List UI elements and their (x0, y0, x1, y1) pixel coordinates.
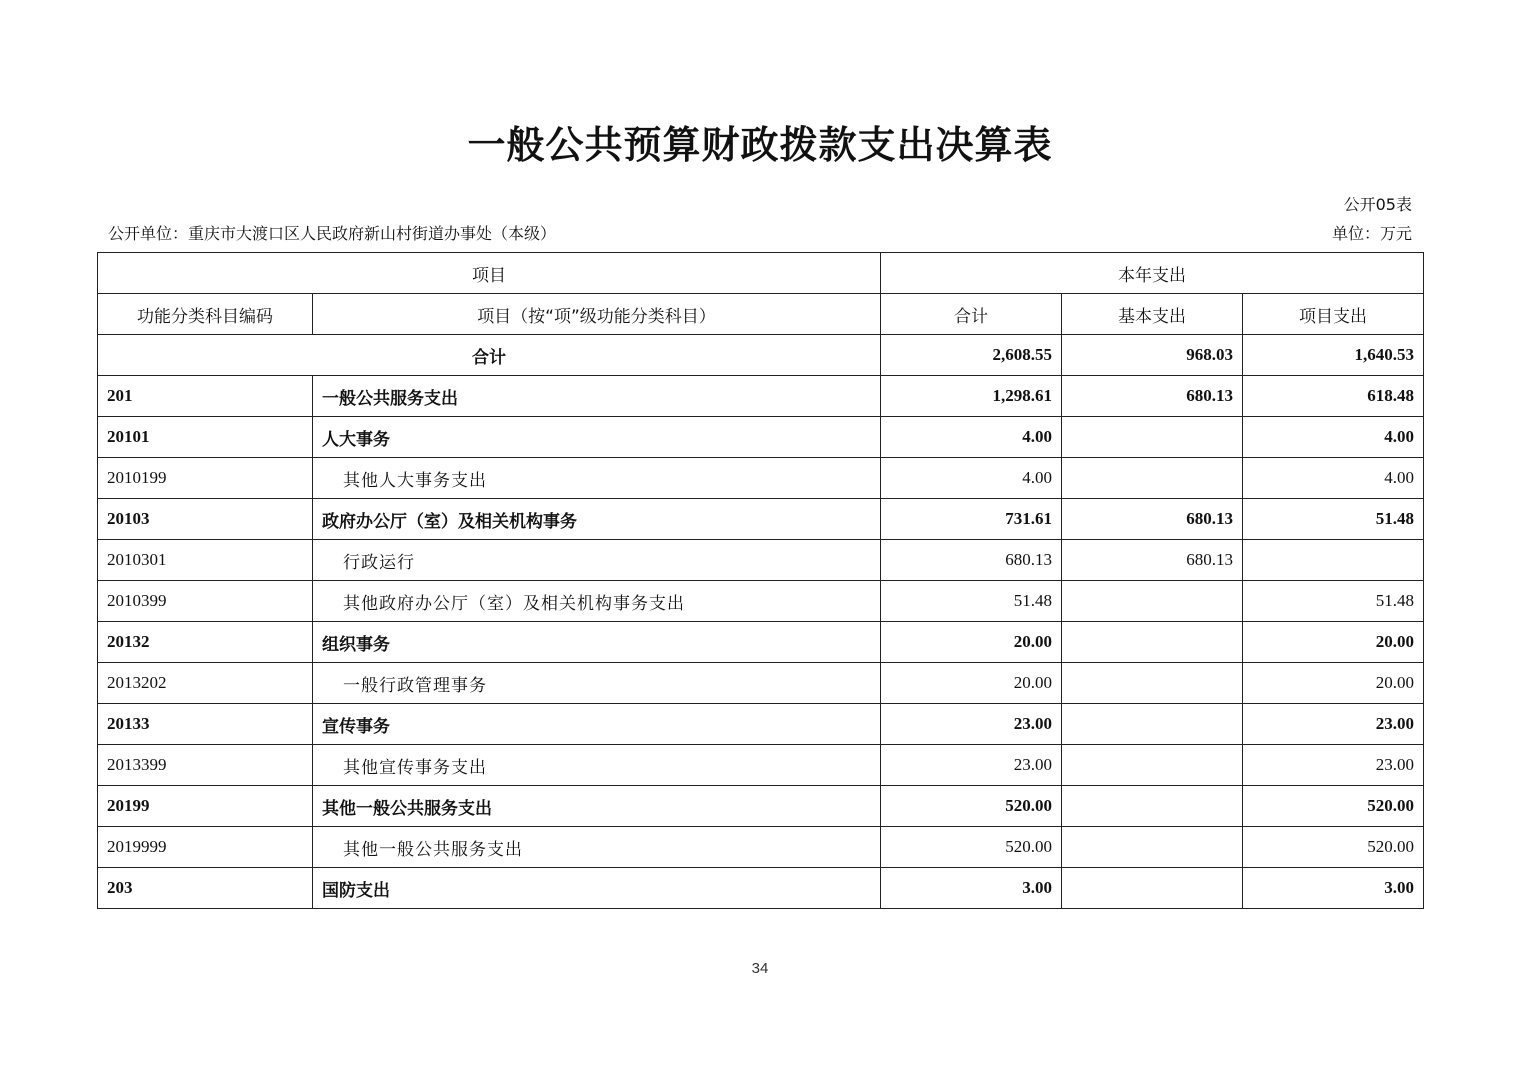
row-name: 一般公共服务支出 (313, 376, 881, 417)
row-name: 行政运行 (313, 540, 881, 581)
currency-unit: 单位：万元 (1331, 224, 1412, 243)
page-title: 一般公共预算财政拨款支出决算表 (467, 123, 1053, 167)
row-total: 20.00 (881, 622, 1062, 663)
reporting-unit: 公开单位：重庆市大渡口区人民政府新山村街道办事处（本级） (108, 224, 557, 243)
expenditure-table (97, 252, 1424, 909)
row-total: 520.00 (881, 827, 1062, 868)
row-name: 人大事务 (313, 417, 881, 458)
form-number: 公开05表 (1343, 195, 1412, 214)
header-row-1 (98, 253, 1424, 294)
row-project: 20.00 (1243, 622, 1424, 663)
row-total: 1,298.61 (881, 376, 1062, 417)
header-item: 项目（按“项”级功能分类科目） (313, 294, 881, 335)
row-basic (1062, 663, 1243, 704)
table-row (98, 581, 1424, 622)
table-row (98, 745, 1424, 786)
row-total: 731.61 (881, 499, 1062, 540)
row-basic (1062, 704, 1243, 745)
header-code: 功能分类科目编码 (98, 294, 313, 335)
row-total: 20.00 (881, 663, 1062, 704)
row-basic (1062, 458, 1243, 499)
row-total: 51.48 (881, 581, 1062, 622)
row-code: 203 (98, 868, 313, 909)
header-project: 项目 (98, 253, 881, 294)
page-number: 34 (751, 960, 769, 977)
row-code: 2019999 (98, 827, 313, 868)
row-project: 4.00 (1243, 458, 1424, 499)
table-row (98, 417, 1424, 458)
row-project: 3.00 (1243, 868, 1424, 909)
row-total: 520.00 (881, 786, 1062, 827)
row-name: 其他宣传事务支出 (313, 745, 881, 786)
row-name: 其他政府办公厅（室）及相关机构事务支出 (313, 581, 881, 622)
row-basic (1062, 581, 1243, 622)
row-code: 20133 (98, 704, 313, 745)
header-row-2 (98, 294, 1424, 335)
row-code: 2013399 (98, 745, 313, 786)
row-basic: 680.13 (1062, 376, 1243, 417)
row-basic (1062, 417, 1243, 458)
header-total: 合计 (881, 294, 1062, 335)
row-code: 2013202 (98, 663, 313, 704)
row-code: 2010301 (98, 540, 313, 581)
row-project: 23.00 (1243, 704, 1424, 745)
row-code: 2010399 (98, 581, 313, 622)
table-row (98, 622, 1424, 663)
row-total: 4.00 (881, 458, 1062, 499)
row-name: 一般行政管理事务 (313, 663, 881, 704)
row-project: 4.00 (1243, 417, 1424, 458)
row-total: 23.00 (881, 745, 1062, 786)
table-row (98, 827, 1424, 868)
header-basic: 基本支出 (1062, 294, 1243, 335)
row-project: 520.00 (1243, 827, 1424, 868)
row-basic (1062, 745, 1243, 786)
total-row (98, 335, 1424, 376)
total-project: 1,640.53 (1243, 335, 1424, 376)
row-project: 618.48 (1243, 376, 1424, 417)
row-basic: 680.13 (1062, 540, 1243, 581)
table-row (98, 663, 1424, 704)
row-total: 680.13 (881, 540, 1062, 581)
row-code: 20103 (98, 499, 313, 540)
row-basic (1062, 786, 1243, 827)
total-label: 合计 (98, 335, 881, 376)
table-row (98, 704, 1424, 745)
row-project (1243, 540, 1424, 581)
total-basic: 968.03 (1062, 335, 1243, 376)
row-basic (1062, 827, 1243, 868)
row-code: 201 (98, 376, 313, 417)
row-name: 其他一般公共服务支出 (313, 786, 881, 827)
table-row (98, 540, 1424, 581)
total-total: 2,608.55 (881, 335, 1062, 376)
row-basic (1062, 868, 1243, 909)
row-basic: 680.13 (1062, 499, 1243, 540)
row-code: 20132 (98, 622, 313, 663)
table-row (98, 376, 1424, 417)
row-name: 宣传事务 (313, 704, 881, 745)
row-project: 20.00 (1243, 663, 1424, 704)
table-row (98, 458, 1424, 499)
row-project: 51.48 (1243, 499, 1424, 540)
table-row (98, 786, 1424, 827)
header-current-year-expense: 本年支出 (881, 253, 1424, 294)
row-basic (1062, 622, 1243, 663)
unit-line (108, 221, 1412, 244)
row-name: 政府办公厅（室）及相关机构事务 (313, 499, 881, 540)
row-code: 2010199 (98, 458, 313, 499)
table-row (98, 868, 1424, 909)
row-total: 3.00 (881, 868, 1062, 909)
row-code: 20199 (98, 786, 313, 827)
row-name: 国防支出 (313, 868, 881, 909)
table-row (98, 499, 1424, 540)
row-name: 组织事务 (313, 622, 881, 663)
row-code: 20101 (98, 417, 313, 458)
header-project-expense: 项目支出 (1243, 294, 1424, 335)
row-project: 520.00 (1243, 786, 1424, 827)
row-project: 51.48 (1243, 581, 1424, 622)
row-total: 4.00 (881, 417, 1062, 458)
row-name: 其他一般公共服务支出 (313, 827, 881, 868)
row-total: 23.00 (881, 704, 1062, 745)
row-project: 23.00 (1243, 745, 1424, 786)
row-name: 其他人大事务支出 (313, 458, 881, 499)
